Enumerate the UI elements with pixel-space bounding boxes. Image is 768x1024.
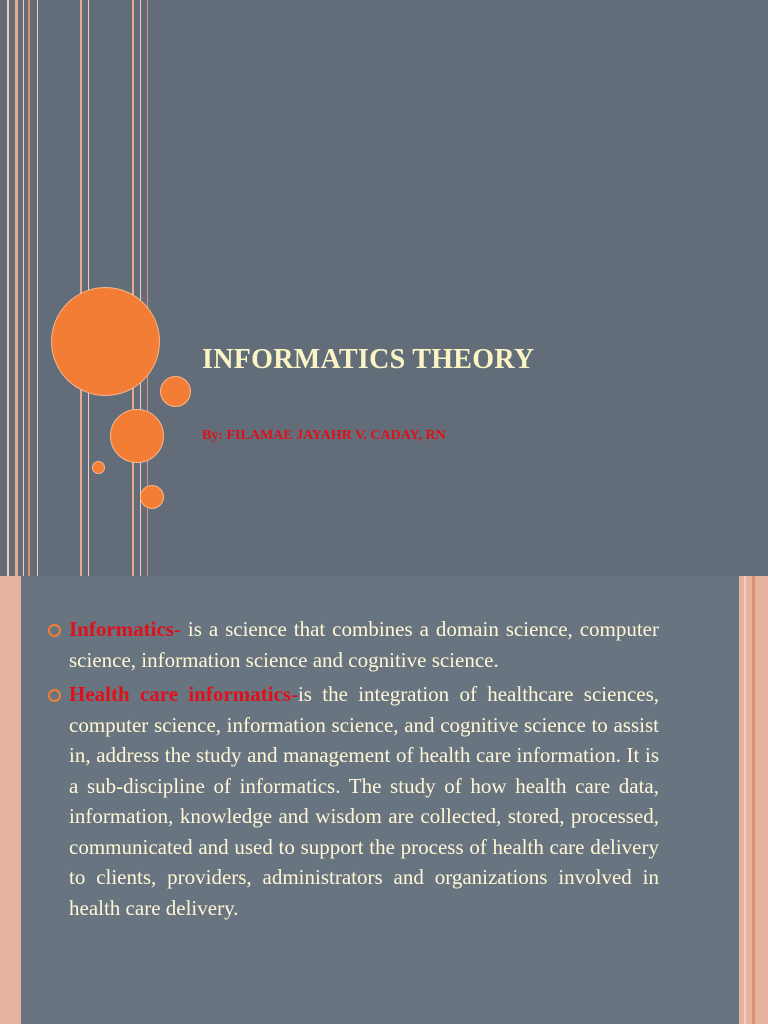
slide-subtitle: By: FILAMAE JAYAHR V. CADAY, RN [202, 428, 446, 443]
decorative-stripe [37, 0, 38, 576]
decorative-stripe [23, 0, 24, 576]
decorative-stripe [744, 576, 746, 1024]
bullet-health-care-informatics [69, 679, 659, 923]
decorative-stripe [80, 0, 82, 576]
tiny-orange-circle [92, 461, 105, 474]
decorative-stripe [28, 0, 30, 576]
bullet-informatics [69, 614, 659, 675]
medium-orange-circle [110, 409, 164, 463]
small-orange-circle [160, 376, 191, 407]
ring-bullet-icon [48, 689, 61, 702]
small-orange-circle [140, 485, 164, 509]
term-health-care-informatics: Health care informatics [69, 682, 291, 706]
decorative-stripe [88, 0, 89, 576]
definition-text: is the integration of healthcare sciences, computer science, information science, and cognitive science to assist in, address the study and management of health care information. It is a sub-discipline of informatics. The study of how health care data, information, knowledge and wisdom are collected, stored, processed, communicated and used to support the process of health care delivery to clients, providers, administrators and organizations involved in health care delivery. [69, 682, 660, 920]
term-separator: - [173, 617, 188, 641]
decorative-stripe [132, 0, 134, 576]
term-separator: - [290, 682, 298, 706]
decorative-stripe [752, 576, 755, 1024]
slide-title: INFORMATICS THEORY [202, 344, 535, 375]
definition-text: is a science that combines a domain science, computer science, information science and cognitive science. [69, 617, 659, 672]
large-orange-circle [51, 287, 160, 396]
decorative-stripe [15, 0, 18, 576]
term-informatics: Informatics [69, 617, 174, 641]
bullet-list [69, 614, 659, 927]
decorative-stripe [7, 0, 9, 576]
decorative-stripe [140, 0, 141, 576]
ring-bullet-icon [48, 624, 61, 637]
